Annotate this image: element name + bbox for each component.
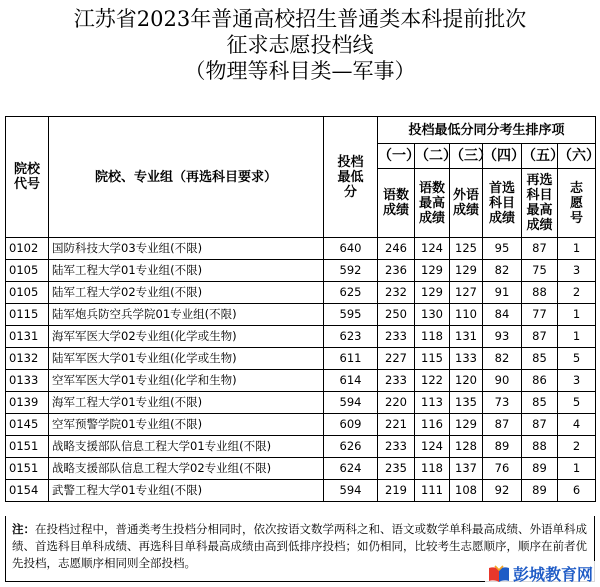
table-row	[6, 458, 596, 480]
cell-tiebreak-4: 73	[483, 392, 522, 414]
cell-tiebreak-4: 92	[483, 480, 522, 502]
cell-tiebreak-1: 236	[378, 260, 415, 282]
cell-tiebreak-4: 76	[483, 458, 522, 480]
cell-tiebreak-2: 122	[415, 370, 450, 392]
cell-school-group: 陆军工程大学02专业组(不限)	[49, 282, 324, 304]
cell-tiebreak-6: 1	[558, 326, 596, 348]
cell-school-group: 武警工程大学01专业组(不限)	[49, 480, 324, 502]
cell-tiebreak-1: 233	[378, 436, 415, 458]
header-tiebreak-4-label: 首选科目成绩	[483, 169, 522, 238]
cell-school-code: 0145	[6, 414, 49, 436]
cell-tiebreak-1: 246	[378, 238, 415, 260]
cell-school-code: 0105	[6, 260, 49, 282]
cell-tiebreak-3: 129	[450, 414, 483, 436]
cell-tiebreak-4: 90	[483, 370, 522, 392]
cell-school-code: 0105	[6, 282, 49, 304]
cell-tiebreak-2: 129	[415, 260, 450, 282]
header-school-code: 院校代号	[6, 117, 49, 238]
cell-school-group: 空军预警学院01专业组(不限)	[49, 414, 324, 436]
cell-tiebreak-5: 85	[522, 392, 558, 414]
cell-tiebreak-5: 87	[522, 238, 558, 260]
cell-school-code: 0131	[6, 326, 49, 348]
cell-tiebreak-5: 87	[522, 326, 558, 348]
cell-tiebreak-1: 250	[378, 304, 415, 326]
footnote-prefix: 注：	[12, 522, 35, 536]
cell-tiebreak-3: 129	[450, 260, 483, 282]
cell-tiebreak-2: 118	[415, 458, 450, 480]
cell-tiebreak-2: 124	[415, 436, 450, 458]
cell-tiebreak-1: 221	[378, 414, 415, 436]
cell-min-score: 614	[324, 370, 378, 392]
cell-school-code: 0139	[6, 392, 49, 414]
cell-min-score: 626	[324, 436, 378, 458]
table-row	[6, 238, 596, 260]
cell-tiebreak-3: 137	[450, 458, 483, 480]
open-book-logo-icon	[488, 564, 510, 584]
footnote-text: 在投档过程中，普通类考生投档分相同时，依次按语文数学两科之和、语文或数学单科最高成绩、外语单科成绩、首选科目单科成绩、再选科目单科最高成绩由高到低排序投档；如仍相同，比较考生志愿顺序，顺序在前者优先投档，志愿顺序相同则全部投档。	[12, 522, 587, 570]
title-line-3: （物理等科目类—军事）	[184, 59, 416, 83]
watermark-text: 彭城教育网	[512, 565, 593, 584]
cell-min-score: 594	[324, 392, 378, 414]
header-tiebreak-5-label: 再选科目最高成绩	[522, 169, 558, 238]
header-tiebreak-1-label: 语数成绩	[378, 169, 415, 238]
cell-tiebreak-6: 5	[558, 392, 596, 414]
cell-tiebreak-5: 85	[522, 348, 558, 370]
header-tiebreak-5-index: （五）	[522, 144, 558, 169]
cell-tiebreak-2: 111	[415, 480, 450, 502]
cell-tiebreak-1: 232	[378, 282, 415, 304]
cell-tiebreak-3: 120	[450, 370, 483, 392]
header-tiebreak-3-label: 外语成绩	[450, 169, 483, 238]
header-tiebreak-6-index: （六）	[558, 144, 596, 169]
cell-tiebreak-5: 87	[522, 414, 558, 436]
table-row	[6, 480, 596, 502]
cell-tiebreak-1: 227	[378, 348, 415, 370]
table-row	[6, 414, 596, 436]
cell-school-code: 0132	[6, 348, 49, 370]
header-tiebreak-6-label: 志愿号	[558, 169, 596, 238]
cell-tiebreak-1: 235	[378, 458, 415, 480]
cell-school-group: 陆军炮兵防空兵学院01专业组(不限)	[49, 304, 324, 326]
cell-tiebreak-6: 3	[558, 370, 596, 392]
cell-tiebreak-5: 88	[522, 436, 558, 458]
cell-tiebreak-1: 233	[378, 326, 415, 348]
header-school-group: 院校、专业组（再选科目要求）	[49, 117, 324, 238]
cell-tiebreak-5: 86	[522, 370, 558, 392]
cell-school-group: 空军军医大学01专业组(化学和生物)	[49, 370, 324, 392]
admission-score-table	[5, 116, 600, 502]
cell-tiebreak-2: 124	[415, 238, 450, 260]
table-row	[6, 260, 596, 282]
table-row	[6, 436, 596, 458]
cell-tiebreak-5: 89	[522, 458, 558, 480]
header-tiebreak-2-index: （二）	[415, 144, 450, 169]
cell-tiebreak-3: 133	[450, 348, 483, 370]
table-row	[6, 370, 596, 392]
cell-tiebreak-2: 130	[415, 304, 450, 326]
cell-school-group: 海军工程大学01专业组(不限)	[49, 392, 324, 414]
header-tiebreak-2-label: 语数最高成绩	[415, 169, 450, 238]
cell-tiebreak-5: 77	[522, 304, 558, 326]
cell-min-score: 623	[324, 326, 378, 348]
cell-school-group: 陆军工程大学01专业组(不限)	[49, 260, 324, 282]
cell-min-score: 595	[324, 304, 378, 326]
table-row	[6, 304, 596, 326]
cell-school-code: 0115	[6, 304, 49, 326]
cell-tiebreak-1: 220	[378, 392, 415, 414]
cell-tiebreak-6: 1	[558, 238, 596, 260]
cell-school-group: 海军军医大学02专业组(化学或生物)	[49, 326, 324, 348]
cell-tiebreak-2: 113	[415, 392, 450, 414]
cell-school-group: 战略支援部队信息工程大学02专业组(不限)	[49, 458, 324, 480]
cell-min-score: 594	[324, 480, 378, 502]
cell-tiebreak-3: 131	[450, 326, 483, 348]
cell-tiebreak-6: 1	[558, 304, 596, 326]
cell-tiebreak-6: 6	[558, 480, 596, 502]
cell-tiebreak-6: 2	[558, 436, 596, 458]
cell-tiebreak-6: 1	[558, 458, 596, 480]
cell-school-code: 0154	[6, 480, 49, 502]
cell-tiebreak-3: 127	[450, 282, 483, 304]
cell-min-score: 611	[324, 348, 378, 370]
site-watermark	[485, 561, 596, 586]
cell-school-code: 0151	[6, 436, 49, 458]
cell-tiebreak-4: 84	[483, 304, 522, 326]
cell-school-code: 0151	[6, 458, 49, 480]
cell-tiebreak-4: 82	[483, 260, 522, 282]
cell-tiebreak-4: 87	[483, 414, 522, 436]
cell-min-score: 624	[324, 458, 378, 480]
cell-tiebreak-4: 95	[483, 238, 522, 260]
table-row	[6, 348, 596, 370]
cell-min-score: 609	[324, 414, 378, 436]
cell-tiebreak-2: 118	[415, 326, 450, 348]
cell-school-group: 国防科技大学03专业组(不限)	[49, 238, 324, 260]
cell-tiebreak-1: 219	[378, 480, 415, 502]
cell-tiebreak-5: 88	[522, 282, 558, 304]
table-row	[6, 392, 596, 414]
cell-min-score: 625	[324, 282, 378, 304]
cell-tiebreak-2: 129	[415, 282, 450, 304]
document-title	[0, 6, 600, 84]
table-row	[6, 326, 596, 348]
cell-school-group: 陆军军医大学01专业组(化学或生物)	[49, 348, 324, 370]
cell-tiebreak-5: 89	[522, 480, 558, 502]
cell-tiebreak-3: 110	[450, 304, 483, 326]
cell-tiebreak-6: 4	[558, 414, 596, 436]
cell-school-group: 战略支援部队信息工程大学01专业组(不限)	[49, 436, 324, 458]
cell-tiebreak-4: 89	[483, 436, 522, 458]
cell-min-score: 640	[324, 238, 378, 260]
cell-tiebreak-6: 5	[558, 348, 596, 370]
title-line-1: 江苏省2023年普通高校招生普通类本科提前批次	[73, 7, 527, 31]
cell-tiebreak-3: 125	[450, 238, 483, 260]
header-tiebreak-4-index: （四）	[483, 144, 522, 169]
cell-tiebreak-2: 115	[415, 348, 450, 370]
cell-tiebreak-4: 93	[483, 326, 522, 348]
cell-tiebreak-6: 3	[558, 260, 596, 282]
title-line-2: 征求志愿投档线	[226, 33, 374, 57]
cell-tiebreak-1: 233	[378, 370, 415, 392]
cell-tiebreak-3: 108	[450, 480, 483, 502]
header-min-score: 投档最低分	[324, 117, 378, 238]
header-tiebreak-3-index: （三）	[450, 144, 483, 169]
cell-school-code: 0133	[6, 370, 49, 392]
cell-tiebreak-2: 116	[415, 414, 450, 436]
cell-tiebreak-3: 135	[450, 392, 483, 414]
cell-tiebreak-3: 128	[450, 436, 483, 458]
cell-tiebreak-4: 82	[483, 348, 522, 370]
cell-tiebreak-5: 75	[522, 260, 558, 282]
cell-tiebreak-6: 2	[558, 282, 596, 304]
header-tiebreak-group: 投档最低分同分考生排序项	[378, 117, 596, 144]
cell-min-score: 592	[324, 260, 378, 282]
cell-school-code: 0102	[6, 238, 49, 260]
table-row	[6, 282, 596, 304]
cell-tiebreak-4: 91	[483, 282, 522, 304]
header-tiebreak-1-index: （一）	[378, 144, 415, 169]
